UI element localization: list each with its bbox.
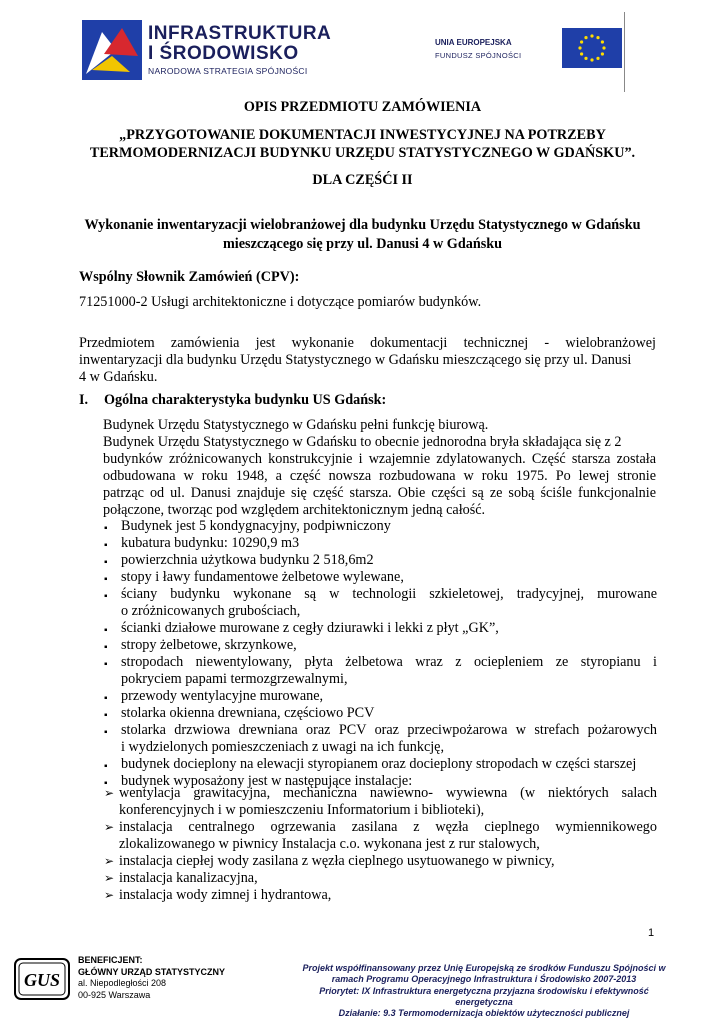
- gus-logo: [14, 958, 70, 1000]
- page-number: 1: [648, 927, 655, 939]
- list-item: [104, 654, 657, 688]
- list-item: [104, 552, 657, 569]
- square-bullet-icon: ▪: [104, 693, 108, 704]
- doc-title-line3: TERMOMODERNIZACJI BUDYNKU URZĘDU STATYSTYCZNEGO W GDAŃSKU”.: [89, 145, 636, 161]
- project-note-line: ramach Programu Operacyjnego Infrastruktura i Środowisko 2007-2013: [331, 974, 637, 985]
- section-paragraph1: Budynek Urzędu Statystycznego w Gdańsku pełni funkcję biurową.: [103, 417, 489, 433]
- doc-part: DLA CZĘŚĆI II: [312, 172, 413, 188]
- arrow-bullet-icon: ➢: [104, 820, 115, 834]
- list-item-text: pokryciem papami termozgrzewalnymi,: [121, 671, 348, 687]
- doc-title: OPIS PRZEDMIOTU ZAMÓWIENIA: [243, 99, 482, 115]
- installation-item: [104, 887, 657, 904]
- list-item: [104, 705, 657, 722]
- arrow-bullet-icon: ➢: [104, 871, 115, 885]
- installation-text: instalacja ciepłej wody zasilana z węzła cieplnego usytuowanego w piwnicy,: [119, 853, 555, 869]
- list-item: [104, 620, 657, 637]
- paragraph-line: budynków zróżnicowanych konstrukcyjnie i wzajemnie zdylatowanych. Część starsza została: [103, 451, 656, 467]
- installation-text: konferencyjnych i w pomieszczeniu Informatorium i biblioteki),: [119, 802, 485, 818]
- list-item: [104, 773, 657, 790]
- paragraph-line: patrząc od ul. Danusi znajduje się część starsza. Obie części są ze sobą ściśle funkcjonalnie: [103, 485, 656, 501]
- list-item-text: o zróżnicowanych grubościach,: [121, 603, 301, 619]
- beneficiary-name: GŁÓWNY URZĄD STATYSTYCZNY: [78, 966, 225, 977]
- square-bullet-icon: ▪: [104, 659, 108, 670]
- paragraph-line: odbudowana w roku 1948, a część nowsza rozbudowana w roku 1975. Po lewej stronie: [103, 468, 656, 484]
- intro-line2: inwentaryzacji dla budynku Urzędu Statystycznego w Gdańsku mieszczącego się przy ul. Danusi: [79, 352, 632, 368]
- list-item-text: stropy żelbetowe, skrzynkowe,: [121, 637, 297, 653]
- list-item-text: stolarka okienna drewniana, częściowo PCV: [121, 705, 375, 721]
- paragraph-line: połączone, tworząc pod względem architektonicznym jedną całość.: [103, 502, 486, 518]
- list-item: [104, 688, 657, 705]
- square-bullet-icon: ▪: [104, 727, 108, 738]
- square-bullet-icon: ▪: [104, 591, 108, 602]
- square-bullet-icon: ▪: [104, 557, 108, 568]
- installation-text: instalacja centralnego ogrzewania zasilana z węzła cieplnego wymiennikowego: [119, 819, 657, 835]
- beneficiary-block: [78, 955, 225, 1001]
- installation-item: [104, 853, 657, 870]
- square-bullet-icon: ▪: [104, 710, 108, 721]
- page-header: [0, 0, 725, 100]
- logo-title-line1: INFRASTRUKTURA: [148, 23, 332, 44]
- square-bullet-icon: ▪: [104, 523, 108, 534]
- section-heading: Ogólna charakterystyka budynku US Gdańsk:: [104, 392, 387, 408]
- list-item: [104, 722, 657, 756]
- list-item: [104, 518, 657, 535]
- arrow-bullet-icon: ➢: [104, 854, 115, 868]
- cpv-code: 71251000-2 Usługi architektoniczne i dotyczące pomiarów budynków.: [79, 294, 482, 310]
- project-note-line: energetyczna: [455, 996, 513, 1007]
- beneficiary-label: BENEFICJENT:: [78, 955, 143, 965]
- eu-fund-label: FUNDUSZ SPÓJNOŚCI: [435, 51, 522, 60]
- logo-title-line2: I ŚRODOWISKO: [148, 43, 299, 64]
- list-item-text: stropodach niewentylowany, płyta żelbetowa wraz z ociepleniem ze styropianu i: [121, 654, 657, 670]
- list-item-text: ściany budynku wykonane są w technologii szkieletowej, tradycyjnej, murowane: [121, 586, 657, 602]
- section-number: I.: [79, 392, 89, 408]
- list-item-text: budynek wyposażony jest w następujące instalacje:: [121, 773, 413, 789]
- installation-text: wentylacja grawitacyjna, mechaniczna nawiewno- wywiewna (w niektórych salach: [119, 785, 657, 801]
- list-item-text: Budynek jest 5 kondygnacyjny, podpiwniczony: [121, 518, 391, 534]
- doc-title-line2: „PRZYGOTOWANIE DOKUMENTACJI INWESTYCYJNEJ NA POTRZEBY: [119, 127, 606, 143]
- list-item: [104, 535, 657, 552]
- section-paragraph2: [103, 434, 656, 519]
- square-bullet-icon: ▪: [104, 778, 108, 789]
- subtitle-line1: Wykonanie inwentaryzacji wielobranżowej dla budynku Urzędu Statystycznego w Gdańsku: [84, 217, 641, 233]
- square-bullet-icon: ▪: [104, 642, 108, 653]
- intro-line1: Przedmiotem zamówienia jest wykonanie dokumentacji technicznej - wielobranżowej: [79, 335, 656, 351]
- project-note: [282, 963, 686, 1019]
- square-bullet-icon: ▪: [104, 625, 108, 636]
- list-item-text: stolarka drzwiowa drewniana oraz PCV oraz przeciwpożarowa w strefach pożarowych: [121, 722, 657, 738]
- list-item: [104, 586, 657, 620]
- installation-item: [104, 785, 657, 819]
- installation-item: [104, 870, 657, 887]
- square-bullet-icon: ▪: [104, 574, 108, 585]
- list-item-text: przewody wentylacyjne murowane,: [121, 688, 324, 704]
- project-note-line: Działanie: 9.3 Termomodernizacja obiektów użyteczności publicznej: [338, 1008, 630, 1019]
- list-item-text: kubatura budynku: 10290,9 m3: [121, 535, 300, 551]
- installation-text: zlokalizowanego w piwnicy Instalacja c.o. wykonana jest z rur stalowych,: [119, 836, 540, 852]
- paragraph-line: Budynek Urzędu Statystycznego w Gdańsku to obecnie jednorodna bryła składająca się z 2: [103, 434, 622, 450]
- installation-item: [104, 819, 657, 853]
- square-bullet-icon: ▪: [104, 761, 108, 772]
- list-item: [104, 756, 657, 773]
- eu-flag-icon: [562, 28, 622, 68]
- installation-text: instalacja wody zimnej i hydrantowa,: [119, 887, 332, 903]
- list-item: [104, 637, 657, 654]
- list-item-text: budynek docieplony na elewacji styropianem oraz docieplony stropodach w części starszej: [121, 756, 637, 772]
- project-note-line: Projekt współfinansowany przez Unię Europejską ze środków Funduszu Spójności w: [302, 963, 666, 973]
- infrastruktura-logo-icon: [82, 20, 142, 80]
- list-item-text: powierzchnia użytkowa budynku 2 518,6m2: [121, 552, 374, 568]
- list-item-text: stopy i ławy fundamentowe żelbetowe wylewane,: [121, 569, 404, 585]
- cpv-heading: Wspólny Słownik Zamówień (CPV):: [79, 269, 300, 285]
- list-item-text: i wydzielonych pomieszczeniach z uwagi na ich funkcję,: [121, 739, 445, 755]
- beneficiary-address: al. Niepodległości 208: [78, 978, 167, 988]
- eu-label: UNIA EUROPEJSKA: [435, 38, 512, 47]
- installation-text: instalacja kanalizacyjna,: [119, 870, 258, 886]
- subtitle-line2: mieszczącego się przy ul. Danusi 4 w Gdańsku: [222, 236, 503, 252]
- arrow-bullet-icon: ➢: [104, 786, 115, 800]
- project-note-line: Priorytet: IX Infrastruktura energetyczna przyjazna środowisku i efektywność: [319, 985, 649, 996]
- list-item: [104, 569, 657, 586]
- intro-line3: 4 w Gdańsku.: [79, 369, 158, 385]
- logo-subtitle: NARODOWA STRATEGIA SPÓJNOŚCI: [148, 66, 308, 76]
- arrow-bullet-icon: ➢: [104, 888, 115, 902]
- beneficiary-city: 00-925 Warszawa: [78, 989, 151, 1000]
- header-divider: [624, 12, 625, 92]
- square-bullet-icon: ▪: [104, 540, 108, 551]
- list-item-text: ścianki działowe murowane z cegły dziurawki i lekki z płyt „GK”,: [121, 620, 499, 636]
- gus-logo-text: GUS: [23, 970, 61, 990]
